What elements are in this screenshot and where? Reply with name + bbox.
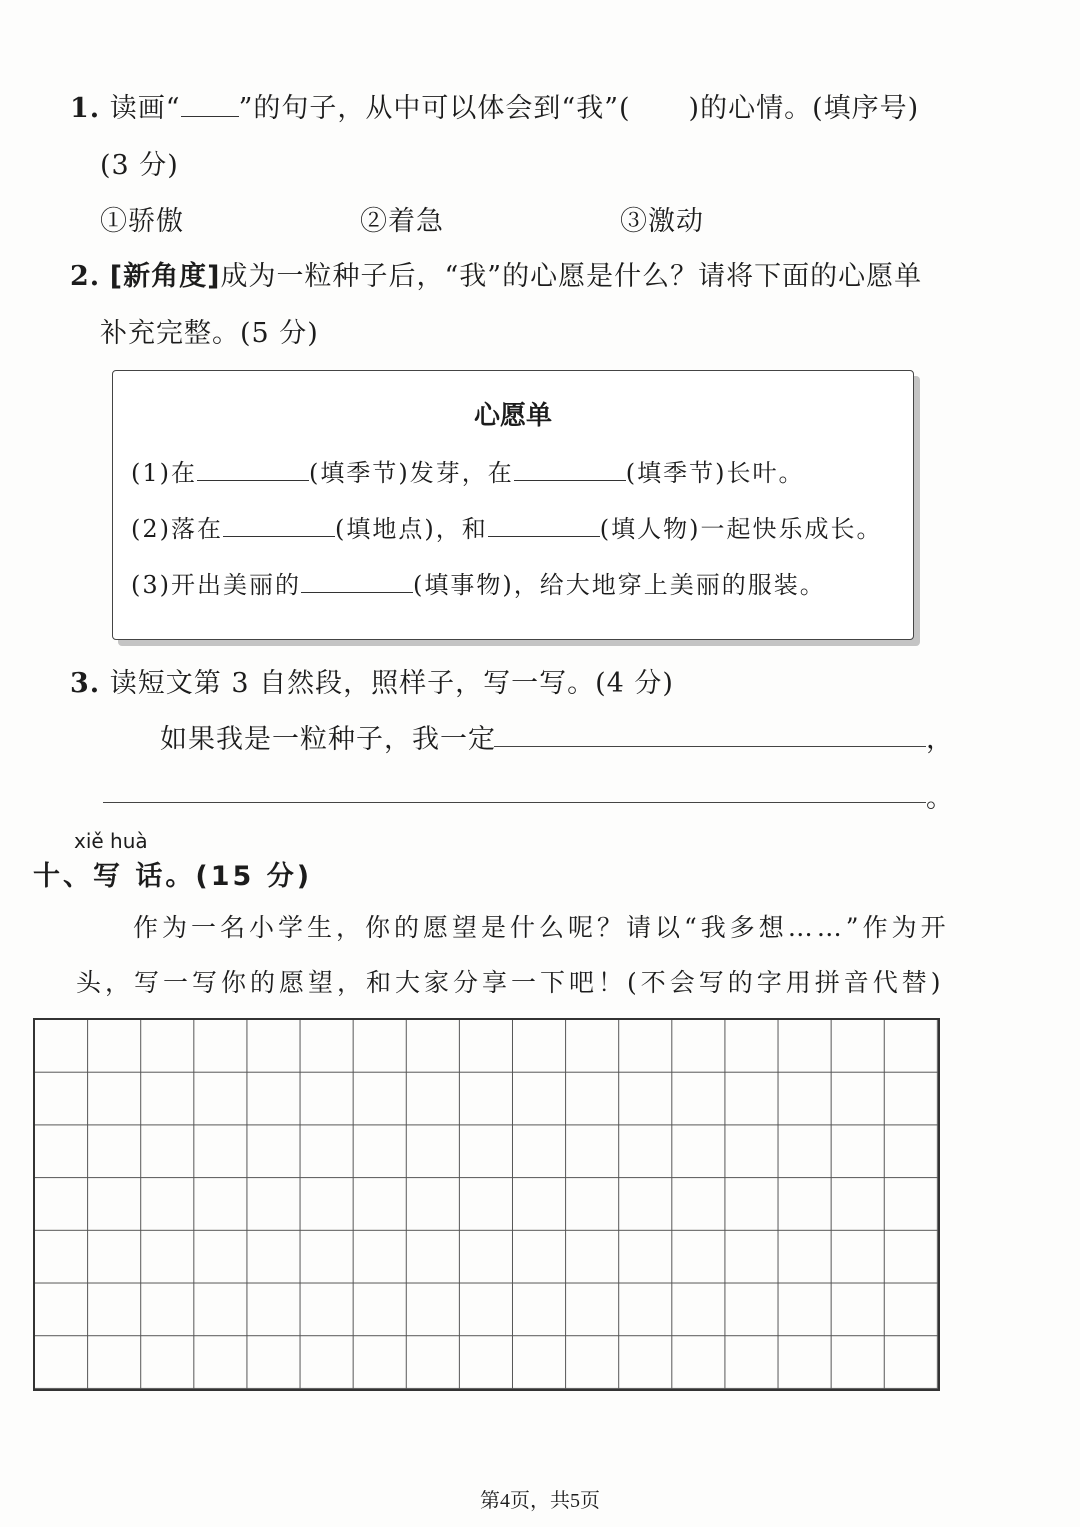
q1-text-c: )的心情。(填序号): [688, 93, 920, 124]
q3-text: 读短文第 3 自然段，照样子，写一写。(4 分): [109, 668, 674, 699]
wish-line-1-b: (填季节)发芽，在: [309, 459, 514, 487]
page-footer: 第4页，共5页: [480, 1490, 600, 1512]
wish-line-3: [131, 565, 826, 600]
section10-title: 十、写 话。(15 分): [33, 861, 313, 892]
writing-grid[interactable]: [33, 1018, 940, 1391]
season-blank-1[interactable]: [197, 480, 309, 481]
section10-prompt-1: 作为一名小学生，你的愿望是什么呢？请以“我多想……”作为开: [133, 913, 950, 942]
q1-score: (3 分): [100, 150, 179, 181]
q1-option-3: ③激动: [620, 206, 704, 237]
q3-comma: ，: [926, 724, 954, 755]
q2-number: 2.: [70, 261, 101, 292]
wish-line-1-a: (1)在: [131, 459, 197, 487]
wish-line-2-c: (填人物)一起快乐成长。: [599, 515, 883, 543]
q1-stem: [70, 86, 919, 125]
q3-number: 3.: [70, 668, 101, 699]
season-blank-2[interactable]: [514, 480, 626, 481]
wish-list-box: [112, 370, 914, 640]
q1-option-1: ①骄傲: [100, 206, 184, 237]
section10-prompt-2: 头，写一写你的愿望，和大家分享一下吧！(不会写的字用拼音代替): [76, 968, 945, 997]
q1-option-2: ②着急: [360, 206, 444, 237]
section10-pinyin: xiě huà: [74, 829, 148, 853]
wish-line-2-a: (2)落在: [131, 515, 223, 543]
wish-line-3-a: (3)开出美丽的: [131, 571, 301, 599]
place-blank[interactable]: [223, 536, 335, 537]
wish-line-2-b: (填地点)，和: [335, 515, 488, 543]
wish-line-1-c: (填季节)长叶。: [625, 459, 805, 487]
q1-text-a: 读画“: [109, 93, 181, 124]
q1-sentence-blank[interactable]: [181, 116, 239, 117]
q2-tag: [新角度]: [109, 261, 221, 292]
person-blank[interactable]: [488, 536, 600, 537]
q3-sentence: 如果我是一粒种子，我一定: [160, 724, 496, 755]
wish-line-2: [131, 509, 882, 544]
q3-stem: [70, 661, 674, 700]
q3-answer-line-1[interactable]: [494, 746, 926, 747]
q1-number: 1.: [70, 93, 101, 124]
q2-stem: [70, 254, 922, 293]
wish-line-1: [131, 453, 804, 488]
wish-list-title: 心愿单: [473, 401, 552, 431]
q2-text-2: 补充完整。(5 分): [100, 318, 319, 349]
q2-text: 成为一粒种子后，“我”的心愿是什么？请将下面的心愿单: [220, 261, 923, 292]
q3-answer-line-2[interactable]: [103, 802, 926, 803]
thing-blank[interactable]: [301, 592, 413, 593]
wish-line-3-b: (填事物)，给大地穿上美丽的服装。: [413, 571, 826, 599]
q3-period: 。: [926, 783, 954, 814]
q1-text-b: ”的句子，从中可以体会到“我”(: [238, 93, 631, 124]
